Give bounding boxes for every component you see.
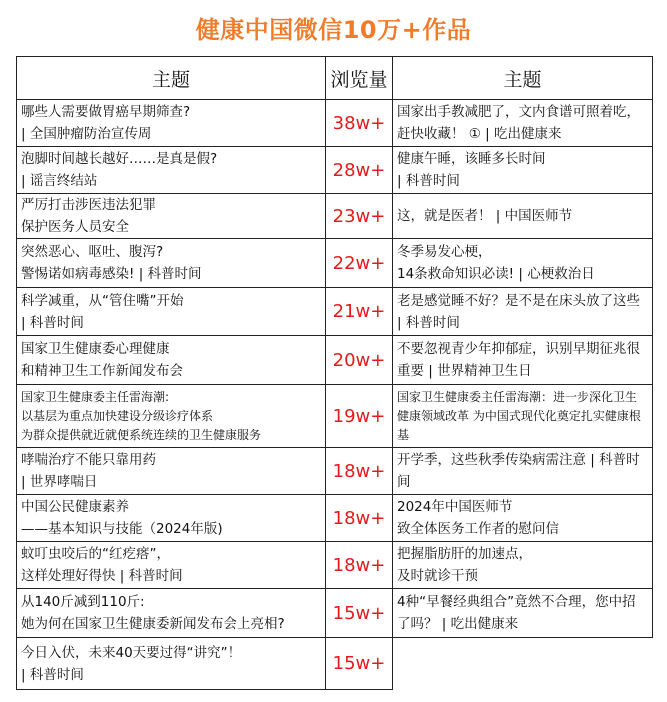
topic-left-line: 泡脚时间越长越好……是真是假? [21, 151, 218, 167]
topic-right-cell: 老是感觉睡不好？是不是在床头放了这些 | 科普时间 [393, 288, 653, 336]
empty-cell [393, 638, 653, 690]
topic-left-line: | 谣言终结站 [21, 173, 98, 189]
topic-left-cell [17, 495, 326, 542]
topic-left-cell [17, 385, 326, 448]
table-row [17, 542, 653, 589]
topic-right-cell: 这，就是医者！ | 中国医师节 [393, 194, 653, 239]
topic-left-line: 科学减重，从“管住嘴”开始 [21, 292, 184, 309]
topic-left-line: | 科普时间 [21, 314, 84, 331]
table-row [17, 638, 653, 690]
header-topic-left: 主题 [17, 57, 326, 100]
views-cell: 19w+ [326, 385, 393, 448]
views-cell: 20w+ [326, 336, 393, 385]
table-row [17, 336, 653, 385]
topic-left-line: 为群众提供就近就便系统连续的卫生健康服务 [21, 427, 262, 442]
topic-left-cell [17, 239, 326, 288]
topic-left-line: 严厉打击涉医违法犯罪 [21, 197, 156, 213]
views-cell: 22w+ [326, 239, 393, 288]
views-cell: 23w+ [326, 194, 393, 239]
views-cell: 15w+ [326, 638, 393, 690]
header-topic-right: 主题 [393, 57, 653, 100]
views-cell: 38w+ [326, 100, 393, 147]
table-row [17, 239, 653, 288]
topic-left-line: | 科普时间 [21, 666, 84, 683]
topic-left-line: | 世界哮喘日 [21, 474, 98, 490]
topic-left-cell [17, 542, 326, 589]
table-row [17, 194, 653, 239]
topic-left-cell [17, 638, 326, 690]
topic-left-line: 保护医务人员安全 [21, 219, 129, 235]
table-row [17, 495, 653, 542]
table-body [17, 100, 653, 690]
header-views: 浏览量 [326, 57, 393, 100]
topic-left-line: 和精神卫生工作新闻发布会 [21, 363, 183, 379]
topic-left-line: 她为何在国家卫生健康委新闻发布会上亮相? [21, 616, 285, 632]
views-cell: 15w+ [326, 589, 393, 638]
views-cell: 18w+ [326, 542, 393, 589]
topic-right-cell: 2024年中国医师节 致全体医务工作者的慰问信 [393, 495, 653, 542]
topic-left-line: 从140斤减到110斤: [21, 594, 145, 610]
topic-left-line: 蚊叮虫咬后的“红疙瘩”， [21, 546, 170, 562]
topic-right-cell: 健康午睡，该睡多长时间 | 科普时间 [393, 147, 653, 194]
views-cell: 18w+ [326, 448, 393, 495]
topic-left-line: 今日入伏，未来40天要过得“讲究”！ [21, 644, 242, 661]
topic-left-line: | 全国肿瘤防治宣传周 [21, 126, 152, 142]
table-row [17, 288, 653, 336]
topic-left-cell [17, 147, 326, 194]
topic-left-line: 突然恶心、呕吐、腹泻? [21, 244, 164, 260]
table-header-row [17, 57, 653, 100]
views-cell: 28w+ [326, 147, 393, 194]
topic-left-line: 国家卫生健康委主任雷海潮: [21, 389, 170, 404]
topic-left-cell [17, 288, 326, 336]
table-row [17, 589, 653, 638]
topic-left-line: 这样处理好得快 | 科普时间 [21, 568, 183, 584]
topic-right-cell: 把握脂肪肝的加速点， 及时就诊干预 [393, 542, 653, 589]
topic-left-line: 哮喘治疗不能只靠用药 [21, 452, 156, 468]
topic-left-line: ——基本知识与技能（2024年版) [21, 521, 223, 537]
topic-left-cell [17, 448, 326, 495]
topic-left-line: 中国公民健康素养 [21, 499, 129, 515]
topic-right-cell: 不要忽视青少年抑郁症，识别早期征兆很重要 | 世界精神卫生日 [393, 336, 653, 385]
topic-right-cell: 冬季易发心梗， 14条救命知识必读! | 心梗救治日 [393, 239, 653, 288]
views-cell: 18w+ [326, 495, 393, 542]
topic-left-cell [17, 336, 326, 385]
topic-left-line: 警惕诺如病毒感染! | 科普时间 [21, 266, 202, 282]
topic-left-cell [17, 194, 326, 239]
topic-left-cell [17, 100, 326, 147]
views-cell: 21w+ [326, 288, 393, 336]
topic-right-cell: 国家出手教减肥了，文内食谱可照着吃，赶快收藏！ ① | 吃出健康来 [393, 100, 653, 147]
page-title: 健康中国微信10万+作品 [195, 16, 472, 44]
topic-left-cell [17, 589, 326, 638]
topic-right-cell: 4种“早餐经典组合”竟然不合理，您中招了吗？ | 吃出健康来 [393, 589, 653, 638]
table-row [17, 147, 653, 194]
topic-left-line: 以基层为重点加快建设分级诊疗体系 [21, 408, 214, 423]
table-row [17, 100, 653, 147]
works-table [16, 56, 653, 690]
topic-left-line: 哪些人需要做胃癌早期筛查? [21, 104, 191, 120]
table-row [17, 448, 653, 495]
topic-right-cell: 国家卫生健康委主任雷海潮：进一步深化卫生健康领域改革 为中国式现代化奠定扎实健康根基 [393, 385, 653, 448]
table-row [17, 385, 653, 448]
topic-right-cell: 开学季，这些秋季传染病需注意 | 科普时间 [393, 448, 653, 495]
topic-left-line: 国家卫生健康委心理健康 [21, 341, 170, 357]
